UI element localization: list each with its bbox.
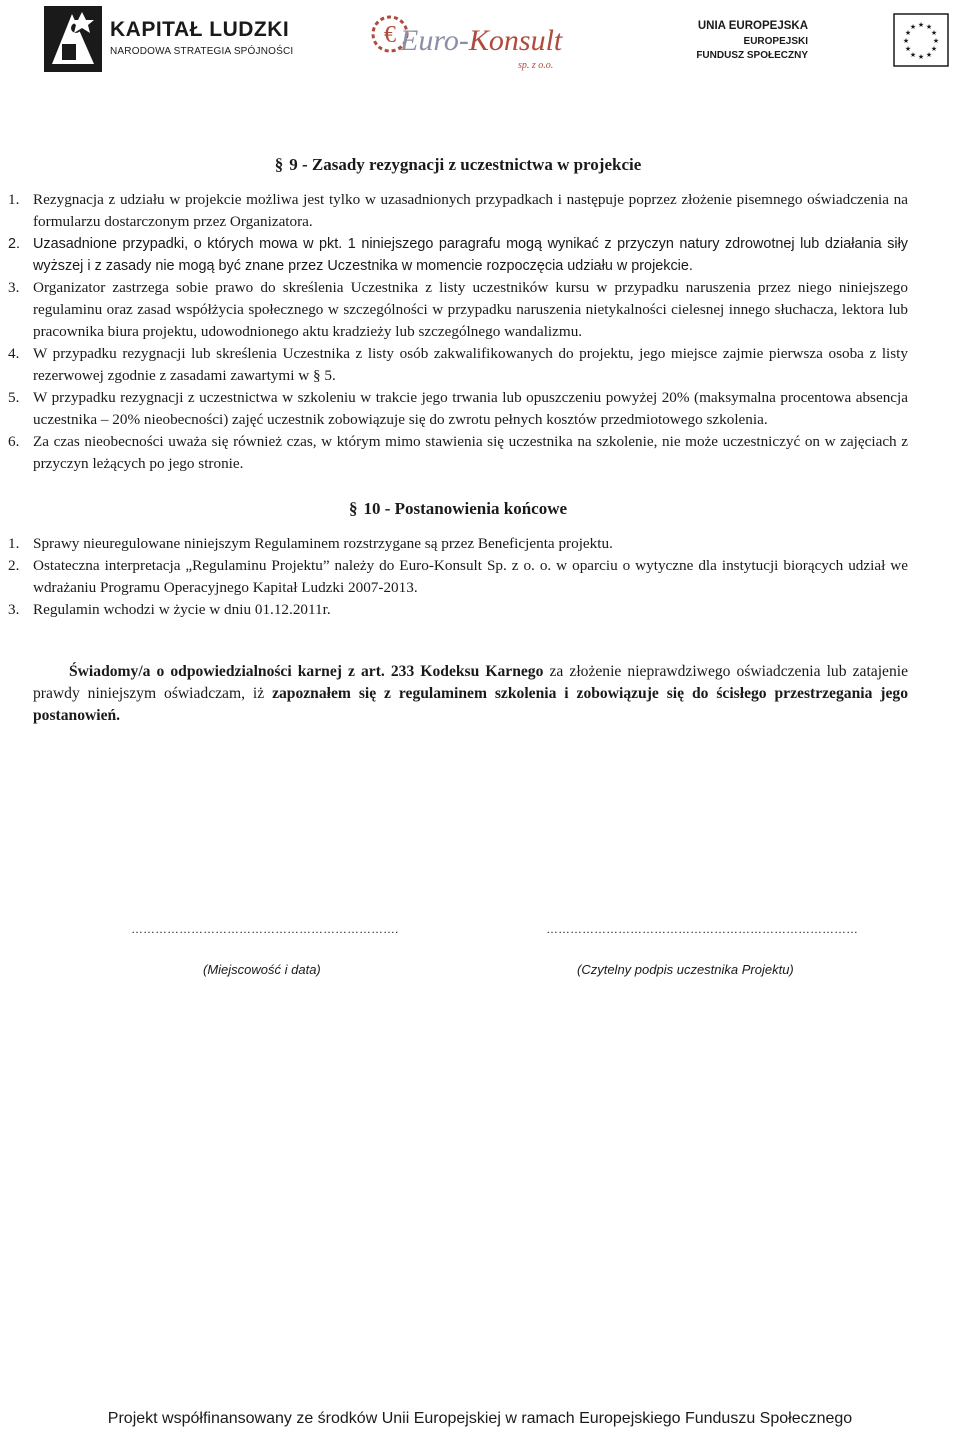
list-item xyxy=(8,387,908,431)
item-text: Rezygnacja z udziału w projekcie możliwa jest tylko w uzasadnionych przypadkach i następuje poprzez złożenie pisemnego oświadczenia na formularzu dostarczonym przez Organizatora. xyxy=(33,191,908,230)
ek-name-right: Konsult xyxy=(468,24,563,57)
declaration-normal: za złożenie nieprawdziwego oświadczenia lub zatajenie prawdy niniejszym oświadczam, iż xyxy=(33,663,908,702)
section-9-title-text: 9 - Zasady rezygnacji z uczestnictwa w projekcie xyxy=(289,155,642,174)
list-item xyxy=(8,533,908,555)
section-10-list xyxy=(8,533,908,621)
list-item xyxy=(8,599,908,621)
list-item xyxy=(8,555,908,599)
item-text: Organizator zastrzega sobie prawo do skreślenia Uczestnika z listy uczestników kursu w przypadku naruszenia przez niego niniejszego regulaminu oraz zasad współżycia społecznego w szczególności w przypadku naruszenia nietykalności cielesnej innego słuchacza, lektora lub pracownika biura projektu, udowodnionego aktu kradzieży lub szczególnego wandalizmu. xyxy=(33,279,908,340)
kapital-ludzki-emblem-icon xyxy=(42,4,106,74)
section-9-title xyxy=(8,155,908,175)
signature-label: (Czytelny podpis uczestnika Projektu) xyxy=(577,962,794,977)
kl-title: KAPITAŁ LUDZKI xyxy=(110,18,290,41)
svg-text:★: ★ xyxy=(925,51,933,59)
page-number-rotated xyxy=(924,1320,954,1410)
svg-text:★: ★ xyxy=(909,23,917,31)
item-text: W przypadku rezygnacji lub skreślenia Uczestnika z listy osób zakwalifikowanych do projektu, jego miejsce zajmie pierwsza osoba z listy rezerwowej zgodnie z zasadami zawartymi w § 5. xyxy=(33,345,908,384)
kapital-ludzki-logo xyxy=(42,4,294,74)
eu-flag-icon xyxy=(814,10,950,68)
item-text: Za czas nieobecności uważa się również czas, w którym mimo stawienia się uczestnika na szkolenie, nie może uczestniczyć on w zajęciach z przyczyn leżących po jego stronie. xyxy=(33,433,908,472)
section-9-list xyxy=(8,189,908,475)
svg-text:★: ★ xyxy=(932,37,940,45)
page-footer: Projekt współfinansowany ze środków Unii Europejskiej w ramach Europejskiego Funduszu Społecznego xyxy=(107,1410,853,1427)
ek-suffix: sp. z o.o. xyxy=(518,60,554,71)
ek-name-left: Euro xyxy=(400,24,459,57)
signature-line: …………………………………………………………………… xyxy=(546,922,858,936)
section-10-title-text: 10 - Postanowienia końcowe xyxy=(363,499,568,518)
svg-text:★: ★ xyxy=(902,37,910,45)
item-number: 5. xyxy=(8,389,20,406)
svg-text:€: € xyxy=(384,22,396,48)
item-number: 6. xyxy=(8,433,20,450)
document-body xyxy=(8,155,908,727)
item-number: 2. xyxy=(8,236,21,252)
svg-text:★: ★ xyxy=(930,29,938,37)
item-number: 4. xyxy=(8,345,20,362)
svg-text:★: ★ xyxy=(904,29,912,37)
euro-konsult-logo xyxy=(370,8,570,70)
declaration-bold-2: zapoznałem się z regulaminem szkolenia i zobowiązuje się do ścisłego przestrzegania jego postanowień. xyxy=(33,685,908,724)
item-text: Ostateczna interpretacja „Regulaminu Projektu” należy do Euro-Konsult Sp. z o. o. w oparciu o wytyczne dla instytucji biorących udział we wdrażaniu Programu Operacyjnego Kapitał Ludzki 2007-2013. xyxy=(33,557,908,596)
svg-text:★: ★ xyxy=(930,45,938,53)
item-number: 3. xyxy=(8,279,20,296)
svg-text:★: ★ xyxy=(917,21,925,29)
section-10-title xyxy=(8,499,908,519)
unia-europejska-logo xyxy=(696,10,950,70)
list-item xyxy=(8,233,908,277)
list-item xyxy=(8,277,908,343)
item-number: 1. xyxy=(8,191,20,208)
page-header xyxy=(0,0,960,80)
item-text: W przypadku rezygnacji z uczestnictwa w szkoleniu w trakcie jego trwania lub opuszczeniu powyżej 20% (maksymalna procentowa absencja uczestnika – 20% nieobecności) zajęć uczestnik zobowiązuje się do zwrotu pełnych kosztów przedmiotowego szkolenia. xyxy=(33,389,908,428)
ue-line-3: FUNDUSZ SPOŁECZNY xyxy=(696,50,808,61)
svg-text:★: ★ xyxy=(917,53,925,61)
item-text: Sprawy nieuregulowane niniejszym Regulaminem rozstrzygane są przez Beneficjenta projektu. xyxy=(33,535,613,552)
ek-name: Euro-Konsult xyxy=(400,24,563,57)
list-item xyxy=(8,343,908,387)
list-item xyxy=(8,431,908,475)
section-10-sign: § xyxy=(348,499,358,518)
svg-text:★: ★ xyxy=(909,51,917,59)
place-date-label: (Miejscowość i data) xyxy=(203,962,321,977)
svg-text:★: ★ xyxy=(904,45,912,53)
declaration-bold-1: Świadomy/a o odpowiedzialności karnej z art. 233 Kodeksu Karnego xyxy=(69,663,544,680)
item-number: 2. xyxy=(8,557,20,574)
kl-subtitle: NARODOWA STRATEGIA SPÓJNOŚCI xyxy=(110,46,294,57)
declaration-paragraph xyxy=(33,661,908,727)
signature-block xyxy=(0,922,960,982)
item-text: Uzasadnione przypadki, o których mowa w pkt. 1 niniejszego paragrafu mogą wynikać z przyczyn natury zdrowotnej lub działania siły wyższej i z zasady nie mogą być znane przez Uczestnika w momencie rozpoczęcia udziału w projekcie. xyxy=(33,236,908,274)
ue-line-2: EUROPEJSKI xyxy=(743,36,808,47)
item-number: 1. xyxy=(8,535,20,552)
item-text: Regulamin wchodzi w życie w dniu 01.12.2011r. xyxy=(33,601,331,618)
page-number xyxy=(924,1320,954,1410)
item-number: 3. xyxy=(8,601,20,618)
place-date-line: …………………………………………………………. xyxy=(131,922,399,936)
section-9-sign: § xyxy=(274,155,284,174)
page-digit xyxy=(924,1380,960,1410)
list-item xyxy=(8,189,908,233)
svg-text:★: ★ xyxy=(925,23,933,31)
ue-line-1: UNIA EUROPEJSKA xyxy=(697,20,808,32)
